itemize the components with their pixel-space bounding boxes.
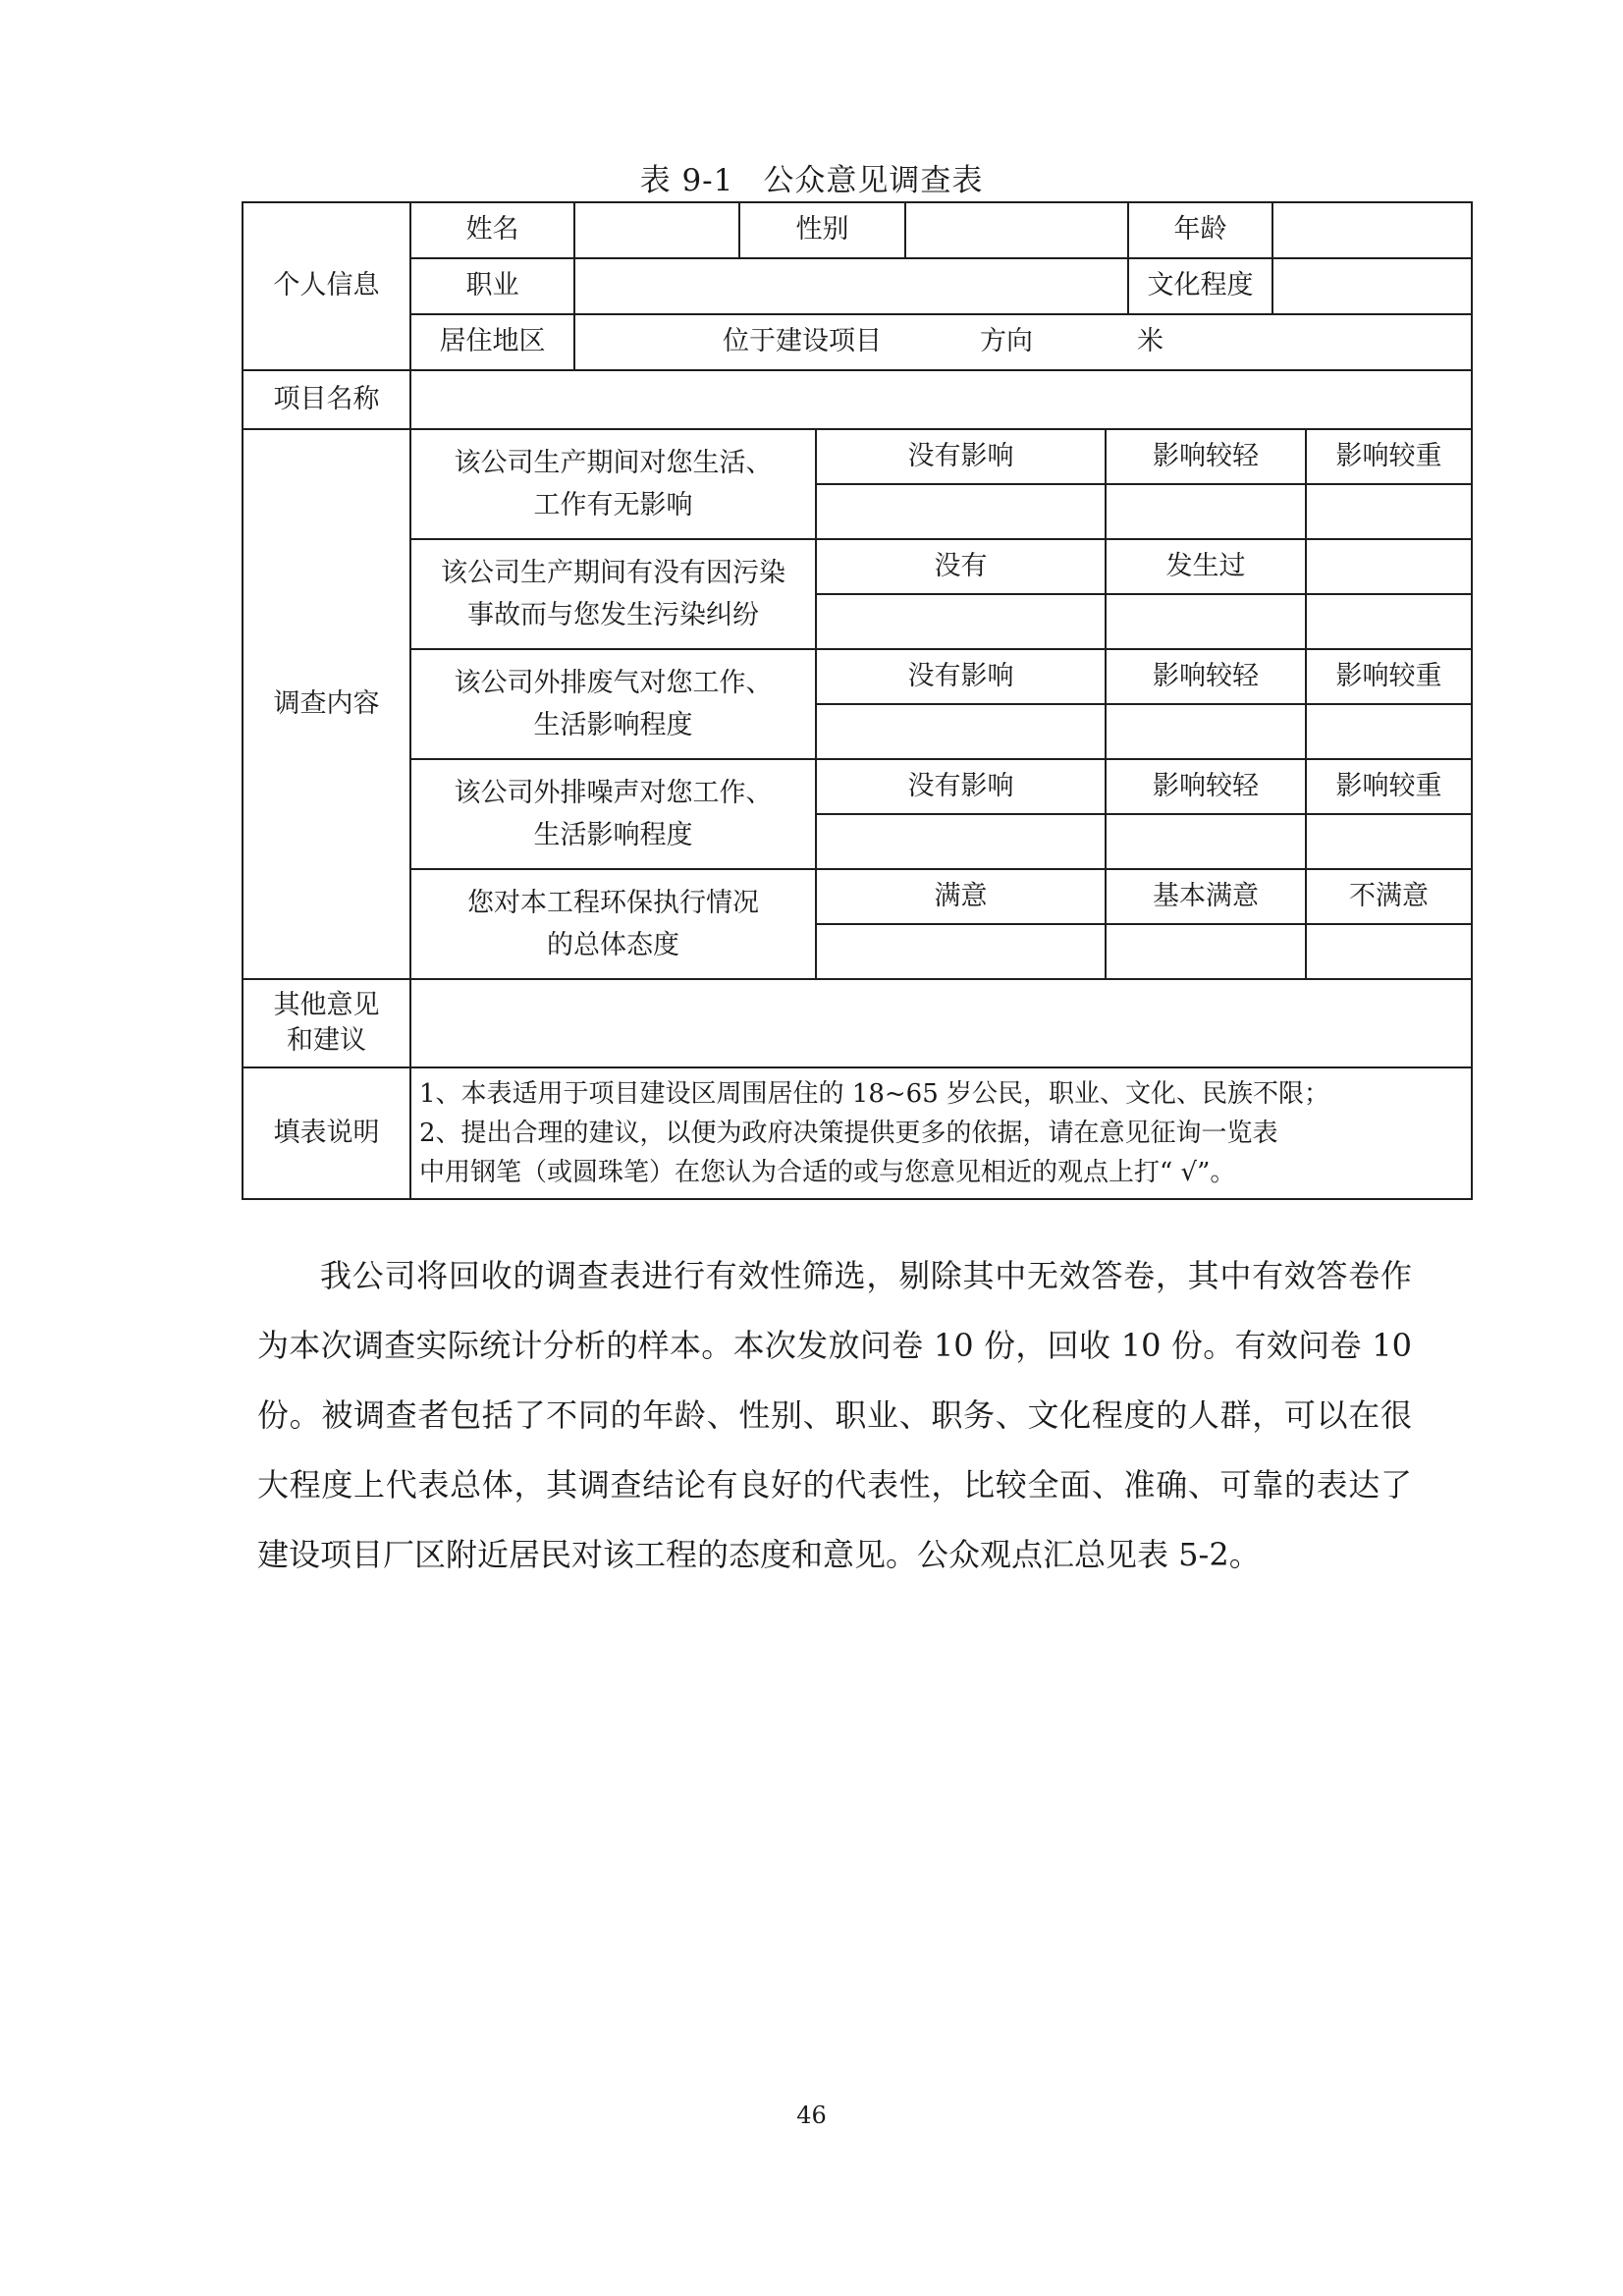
residence-text-part3: 米 <box>1137 326 1163 357</box>
table-row <box>243 202 1472 258</box>
age-label: 年龄 <box>1128 202 1272 258</box>
check-cell[interactable] <box>1306 814 1472 869</box>
survey-question: 该公司生产期间有没有因污染 事故而与您发生污染纠纷 <box>410 539 816 649</box>
survey-question: 该公司生产期间对您生活、 工作有无影响 <box>410 429 816 539</box>
survey-question: 您对本工程环保执行情况 的总体态度 <box>410 869 816 979</box>
option-label: 影响较重 <box>1306 649 1472 704</box>
check-cell[interactable] <box>816 924 1106 979</box>
instructions-text: 1、本表适用于项目建设区周围居住的 18~65 岁公民，职业、文化、民族不限； 2、提出合理的建议，以便为政府决策提供更多的依据，请在意见征询一览表 中用钢笔（或圆珠笔）在您认为合适的或与您意见相近的观点上打“ √”。 <box>410 1067 1472 1199</box>
table-row <box>243 314 1472 370</box>
check-cell[interactable] <box>816 594 1106 649</box>
option-label: 基本满意 <box>1106 869 1306 924</box>
check-cell[interactable] <box>1306 594 1472 649</box>
check-cell[interactable] <box>1306 704 1472 759</box>
instructions-label: 填表说明 <box>243 1067 410 1199</box>
other-opinions-label: 其他意见 和建议 <box>243 979 410 1067</box>
table-row <box>243 979 1472 1067</box>
check-cell[interactable] <box>816 704 1106 759</box>
check-cell[interactable] <box>1106 704 1306 759</box>
table-row <box>243 869 1472 924</box>
other-opinions-value-cell[interactable] <box>410 979 1472 1067</box>
check-cell[interactable] <box>1306 924 1472 979</box>
table-row <box>243 429 1472 484</box>
project-name-label: 项目名称 <box>243 370 410 429</box>
residence-label: 居住地区 <box>410 314 574 370</box>
occupation-value-cell[interactable] <box>574 258 1128 314</box>
option-label <box>1306 539 1472 594</box>
check-cell[interactable] <box>1106 484 1306 539</box>
option-label: 影响较重 <box>1306 759 1472 814</box>
option-label: 不满意 <box>1306 869 1472 924</box>
option-label: 没有影响 <box>816 429 1106 484</box>
public-opinion-survey-table <box>242 201 1473 1200</box>
table-row <box>243 370 1472 429</box>
option-label: 发生过 <box>1106 539 1306 594</box>
table-row <box>243 258 1472 314</box>
project-name-value-cell[interactable] <box>410 370 1472 429</box>
gender-value-cell[interactable] <box>905 202 1128 258</box>
occupation-label: 职业 <box>410 258 574 314</box>
personal-info-label: 个人信息 <box>243 202 410 370</box>
check-cell[interactable] <box>1106 924 1306 979</box>
table-row <box>243 759 1472 814</box>
option-label: 影响较轻 <box>1106 429 1306 484</box>
option-label: 影响较重 <box>1306 429 1472 484</box>
option-label: 没有 <box>816 539 1106 594</box>
age-value-cell[interactable] <box>1272 202 1472 258</box>
name-label: 姓名 <box>410 202 574 258</box>
option-label: 没有影响 <box>816 759 1106 814</box>
survey-question: 该公司外排噪声对您工作、 生活影响程度 <box>410 759 816 869</box>
page-number: 46 <box>796 2102 827 2129</box>
table-row <box>243 649 1472 704</box>
option-label: 没有影响 <box>816 649 1106 704</box>
residence-text-part2: 方向 <box>980 326 1033 357</box>
survey-content-label: 调查内容 <box>243 429 410 979</box>
name-value-cell[interactable] <box>574 202 739 258</box>
check-cell[interactable] <box>1106 594 1306 649</box>
education-value-cell[interactable] <box>1272 258 1472 314</box>
table-row <box>243 539 1472 594</box>
table-row <box>243 1067 1472 1199</box>
table-title <box>0 155 1623 199</box>
option-label: 影响较轻 <box>1106 759 1306 814</box>
body-paragraph: 我公司将回收的调查表进行有效性筛选，剔除其中无效答卷，其中有效答卷作为本次调查实际统计分析的样本。本次发放问卷 10 份，回收 10 份。有效问卷 10 份。被调查者包括了不同的年龄、性别、职业、职务、文化程度的人群，可以在很大程度上代表总体，其调查结论有良好的代表性，比较全面、准确、可靠的表达了建设项目厂区附近居民对该工程的态度和意见。公众观点汇总见表 5-2。 <box>257 1257 1412 1573</box>
option-label: 满意 <box>816 869 1106 924</box>
option-label: 影响较轻 <box>1106 649 1306 704</box>
table-name: 公众意见调查表 <box>763 163 984 198</box>
table-number: 表 9-1 <box>639 163 734 198</box>
check-cell[interactable] <box>816 814 1106 869</box>
check-cell[interactable] <box>1106 814 1306 869</box>
check-cell[interactable] <box>816 484 1106 539</box>
survey-question: 该公司外排废气对您工作、 生活影响程度 <box>410 649 816 759</box>
gender-label: 性别 <box>739 202 905 258</box>
check-cell[interactable] <box>1306 484 1472 539</box>
residence-value-cell[interactable] <box>574 314 1472 370</box>
residence-text-part1: 位于建设项目 <box>723 326 882 357</box>
education-label: 文化程度 <box>1128 258 1272 314</box>
